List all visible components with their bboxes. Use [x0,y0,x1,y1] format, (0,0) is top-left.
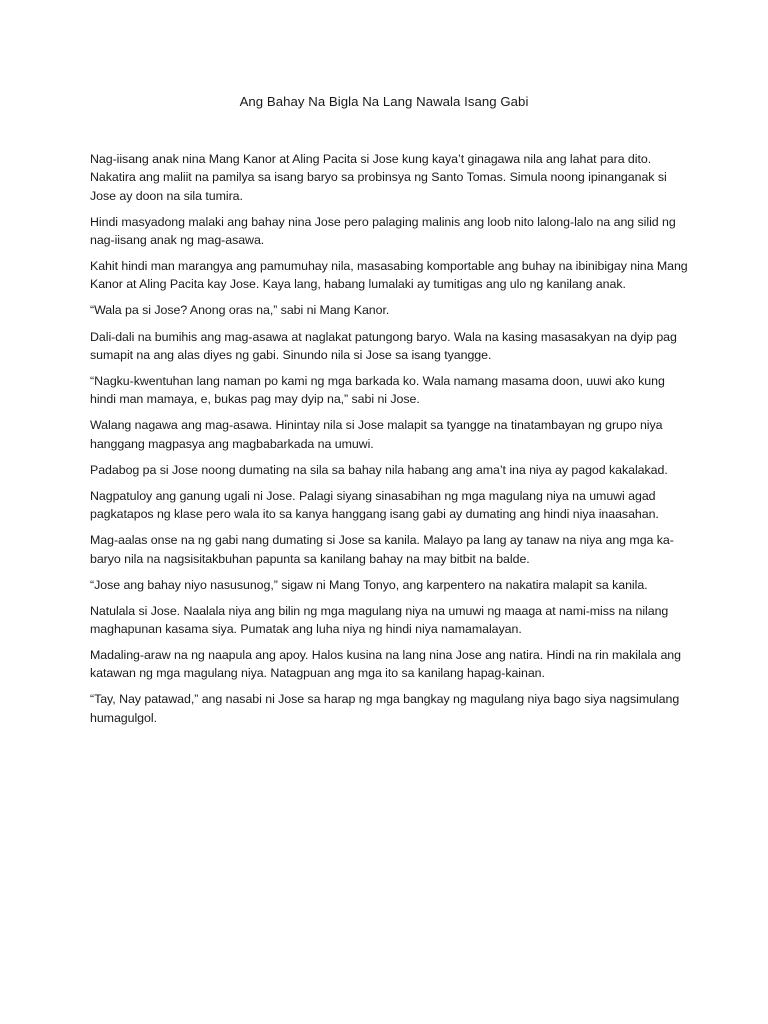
document-body [90,150,688,735]
paragraph: Padabog pa si Jose noong dumating na sila sa bahay nila habang ang ama’t ina niya ay pagod kakalakad. [90,462,668,477]
paragraph: Hindi masyadong malaki ang bahay nina Jose pero palaging malinis ang loob nito lalong-lalo na ang silid ng nag-iisang anak ng mag-asawa. [90,214,676,247]
paragraph: Walang nagawa ang mag-asawa. Hinintay nila si Jose malapit sa tyangge na tinatambayan ng grupo niya hanggang magpasya ang magbabarkada na umuwi. [90,418,663,451]
paragraph: “Wala pa si Jose? Anong oras na,” sabi ni Mang Kanor. [90,303,390,318]
paragraph: Madaling-araw na ng naapula ang apoy. Halos kusina na lang nina Jose ang natira. Hindi na rin makilala ang katawan ng mga magulang niya. Natagpuan ang mga ito sa kanilang hapag-kainan. [90,648,681,681]
paragraph: Dali-dali na bumihis ang mag-asawa at naglakat patungong baryo. Wala na kasing masasakyan na dyip pag sumapit na ang alas diyes ng gabi. Sinundo nila si Jose sa isang tyangge. [90,329,677,362]
paragraph: Nag-iisang anak nina Mang Kanor at Aling Pacita si Jose kung kaya’t ginagawa nila ang lahat para dito. Nakatira ang maliit na pamilya sa isang baryo sa probinsya ng Santo Tomas. Simula noong ipinanganak si Jose ay doon na sila tumira. [90,152,667,203]
paragraph: Kahit hindi man marangya ang pamumuhay nila, masasabing komportable ang buhay na ibinibigay nina Mang Kanor at Aling Pacita kay Jose. Kaya lang, habang lumalaki ay tumitigas ang ulo ng kanilang anak. [90,259,688,292]
paragraph: Natulala si Jose. Naalala niya ang bilin ng mga magulang niya na umuwi ng maaga at nami-miss na nilang maghapunan kasama siya. Pumatak ang luha niya ng hindi niya namamalayan. [90,603,669,636]
paragraph: “Nagku-kwentuhan lang naman po kami ng mga barkada ko. Wala namang masama doon, uuwi ako kung hindi man mamaya, e, bukas pag may dyip na,” sabi ni Jose. [90,373,665,407]
paragraph: “Tay, Nay patawad,” ang nasabi ni Jose sa harap ng mga bangkay ng magulang niya bago siya nagsimulang humagulgol. [90,692,680,725]
document-title: Ang Bahay Na Bigla Na Lang Nawala Isang Gabi [239,94,529,109]
paragraph: Nagpatuloy ang ganung ugali ni Jose. Palagi siyang sinasabihan ng mga magulang niya na umuwi agad pagkatapos ng klase pero wala ito sa kanya hanggang isang gabi ay dumating ang hindi niya inaasahan. [90,488,659,522]
paragraph: “Jose ang bahay niyo nasusunog,” sigaw ni Mang Tonyo, ang karpentero na nakatira malapit sa kanila. [90,577,648,592]
paragraph: Mag-aalas onse na ng gabi nang dumating si Jose sa kanila. Malayo pa lang ay tanaw na niya ang mga ka-baryo nila na nagsisitakbuhan papunta sa kanilang bahay na may bitbit na balde. [90,533,674,566]
